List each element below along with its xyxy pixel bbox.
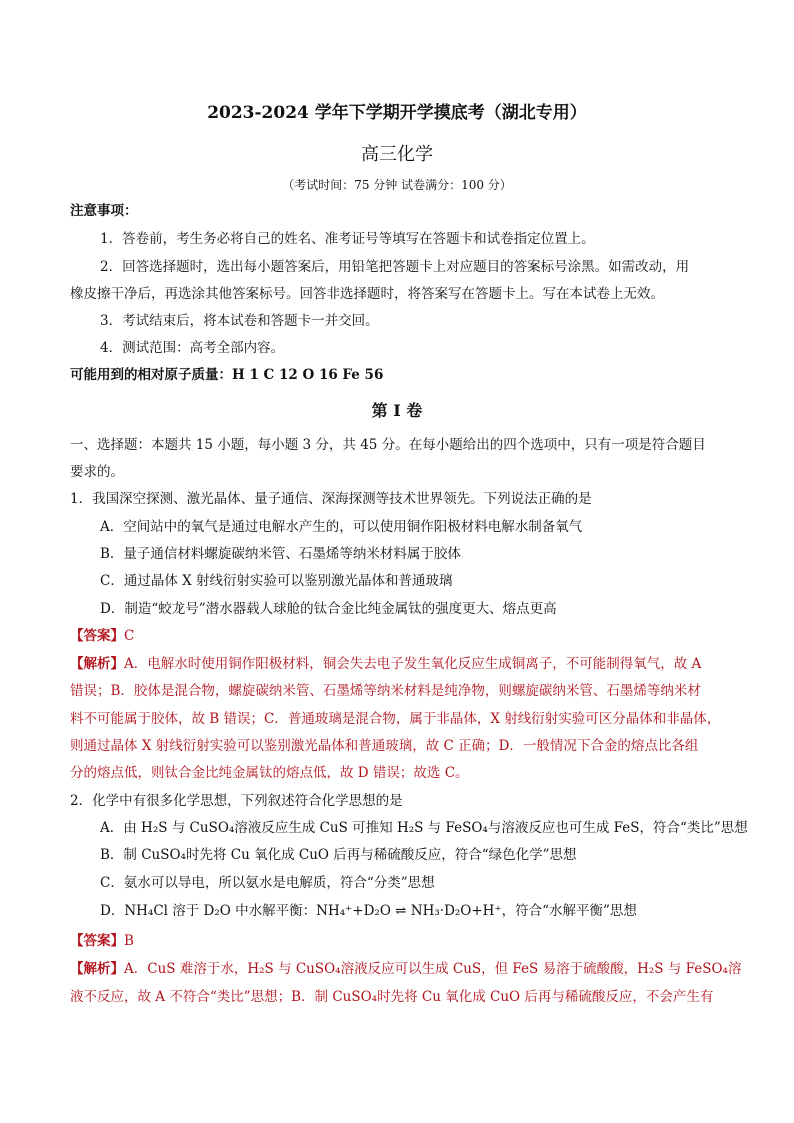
question-2-option-d: D．NH₄Cl 溶于 D₂O 中水解平衡：NH₄⁺+D₂O ⇌ NH₃·D₂O+H⁺，符合“水解平衡”思想 [100,903,637,919]
notice-item: 1．答卷前，考生务必将自己的姓名、准考证号等填写在答题卡和试卷指定位置上。 [100,231,595,247]
analysis-text: 料不可能属于胶体，故 B 错误；C．普通玻璃是混合物，属于非晶体，X 射线衍射实验可区分晶体和非晶体， [70,711,721,727]
question-1-stem: 1．我国深空探测、激光晶体、量子通信、深海探测等技术世界领先。下列说法正确的是 [70,491,592,507]
question-1-option-c: C．通过晶体 X 射线衍射实验可以鉴别激光晶体和普通玻璃 [100,573,453,589]
question-1-option-d: D．制造“蛟龙号”潜水器载人球舱的钛合金比纯金属钛的强度更大、熔点更高 [100,601,557,617]
question-2-analysis [70,960,742,978]
notice-item: 4．测试范围：高考全部内容。 [100,340,285,356]
question-2-stem: 2．化学中有很多化学思想，下列叙述符合化学思想的是 [70,793,403,809]
question-1-answer [70,627,730,645]
notice-heading: 注意事项： [70,203,138,219]
analysis-text: A．电解水时使用铜作阳极材料，铜会失去电子发生氧化反应生成铜离子，不可能制得氧气，故 A [124,656,702,672]
analysis-text: 错误；B．胶体是混合物，螺旋碳纳米管、石墨烯等纳米材料是纯净物，则螺旋碳纳米管、石墨烯等纳米材 [70,683,701,699]
section-intro: 一、选择题：本题共 15 小题，每小题 3 分，共 45 分。在每小题给出的四个选项中，只有一项是符合题目 [70,437,706,453]
analysis-tag: 【解析】 [70,656,124,672]
notice-item: 3．考试结束后，将本试卷和答题卡一并交回。 [100,313,379,329]
analysis-text: 液不反应，故 A 不符合“类比”思想；B．制 CuSO₄时先将 Cu 氧化成 CuO 后再与稀硫酸反应，不会产生有 [70,989,714,1005]
exam-info: （考试时间：75 分钟 试卷满分：100 分） [282,178,512,192]
analysis-text: A．CuS 难溶于水，H₂S 与 CuSO₄溶液反应可以生成 CuS，但 FeS 易溶于硫酸酸，H₂S 与 FeSO₄溶 [124,961,742,977]
section-title: 第 I 卷 [371,401,423,420]
analysis-text: 分的熔点低，则钛合金比纯金属钛的熔点低，故 D 错误；故选 C。 [70,765,469,781]
question-2-option-b: B．制 CuSO₄时先将 Cu 氧化成 CuO 后再与稀硫酸反应，符合“绿色化学”思想 [100,847,577,863]
question-2-option-c: C．氨水可以导电，所以氨水是电解质，符合“分类”思想 [100,875,435,891]
question-1-option-a: A．空间站中的氧气是通过电解水产生的，可以使用铜作阳极材料电解水制备氧气 [100,519,583,535]
atomic-mass-line: 可能用到的相对原子质量：H 1 C 12 O 16 Fe 56 [70,367,384,383]
question-2-option-a: A．由 H₂S 与 CuSO₄溶液反应生成 CuS 可推知 H₂S 与 FeSO₄与溶液反应也可生成 FeS，符合“类比”思想 [100,820,748,836]
answer-tag: 【答案】 [70,933,124,949]
exam-subtitle: 高三化学 [361,144,433,165]
notice-item: 2．回答选择题时，选出每小题答案后，用铅笔把答题卡上对应题目的答案标号涂黑。如需改动，用 [100,259,690,275]
answer-tag: 【答案】 [70,628,124,644]
question-2-answer [70,932,730,950]
question-1-analysis [70,655,730,673]
analysis-tag: 【解析】 [70,961,124,977]
notice-item: 橡皮擦干净后，再选涂其他答案标号。回答非选择题时，将答案写在答题卡上。写在本试卷上无效。 [70,286,664,302]
answer-value: B [124,933,134,949]
exam-title: 2023-2024 学年下学期开学摸底考（湖北专用） [207,103,587,123]
answer-value: C [124,628,135,644]
analysis-text: 则通过晶体 X 射线衍射实验可以鉴别激光晶体和普通玻璃，故 C 正确；D．一般情况下合金的熔点比各组 [70,738,699,754]
question-1-option-b: B．量子通信材料螺旋碳纳米管、石墨烯等纳米材料属于胶体 [100,546,461,562]
section-intro: 要求的。 [70,464,124,480]
